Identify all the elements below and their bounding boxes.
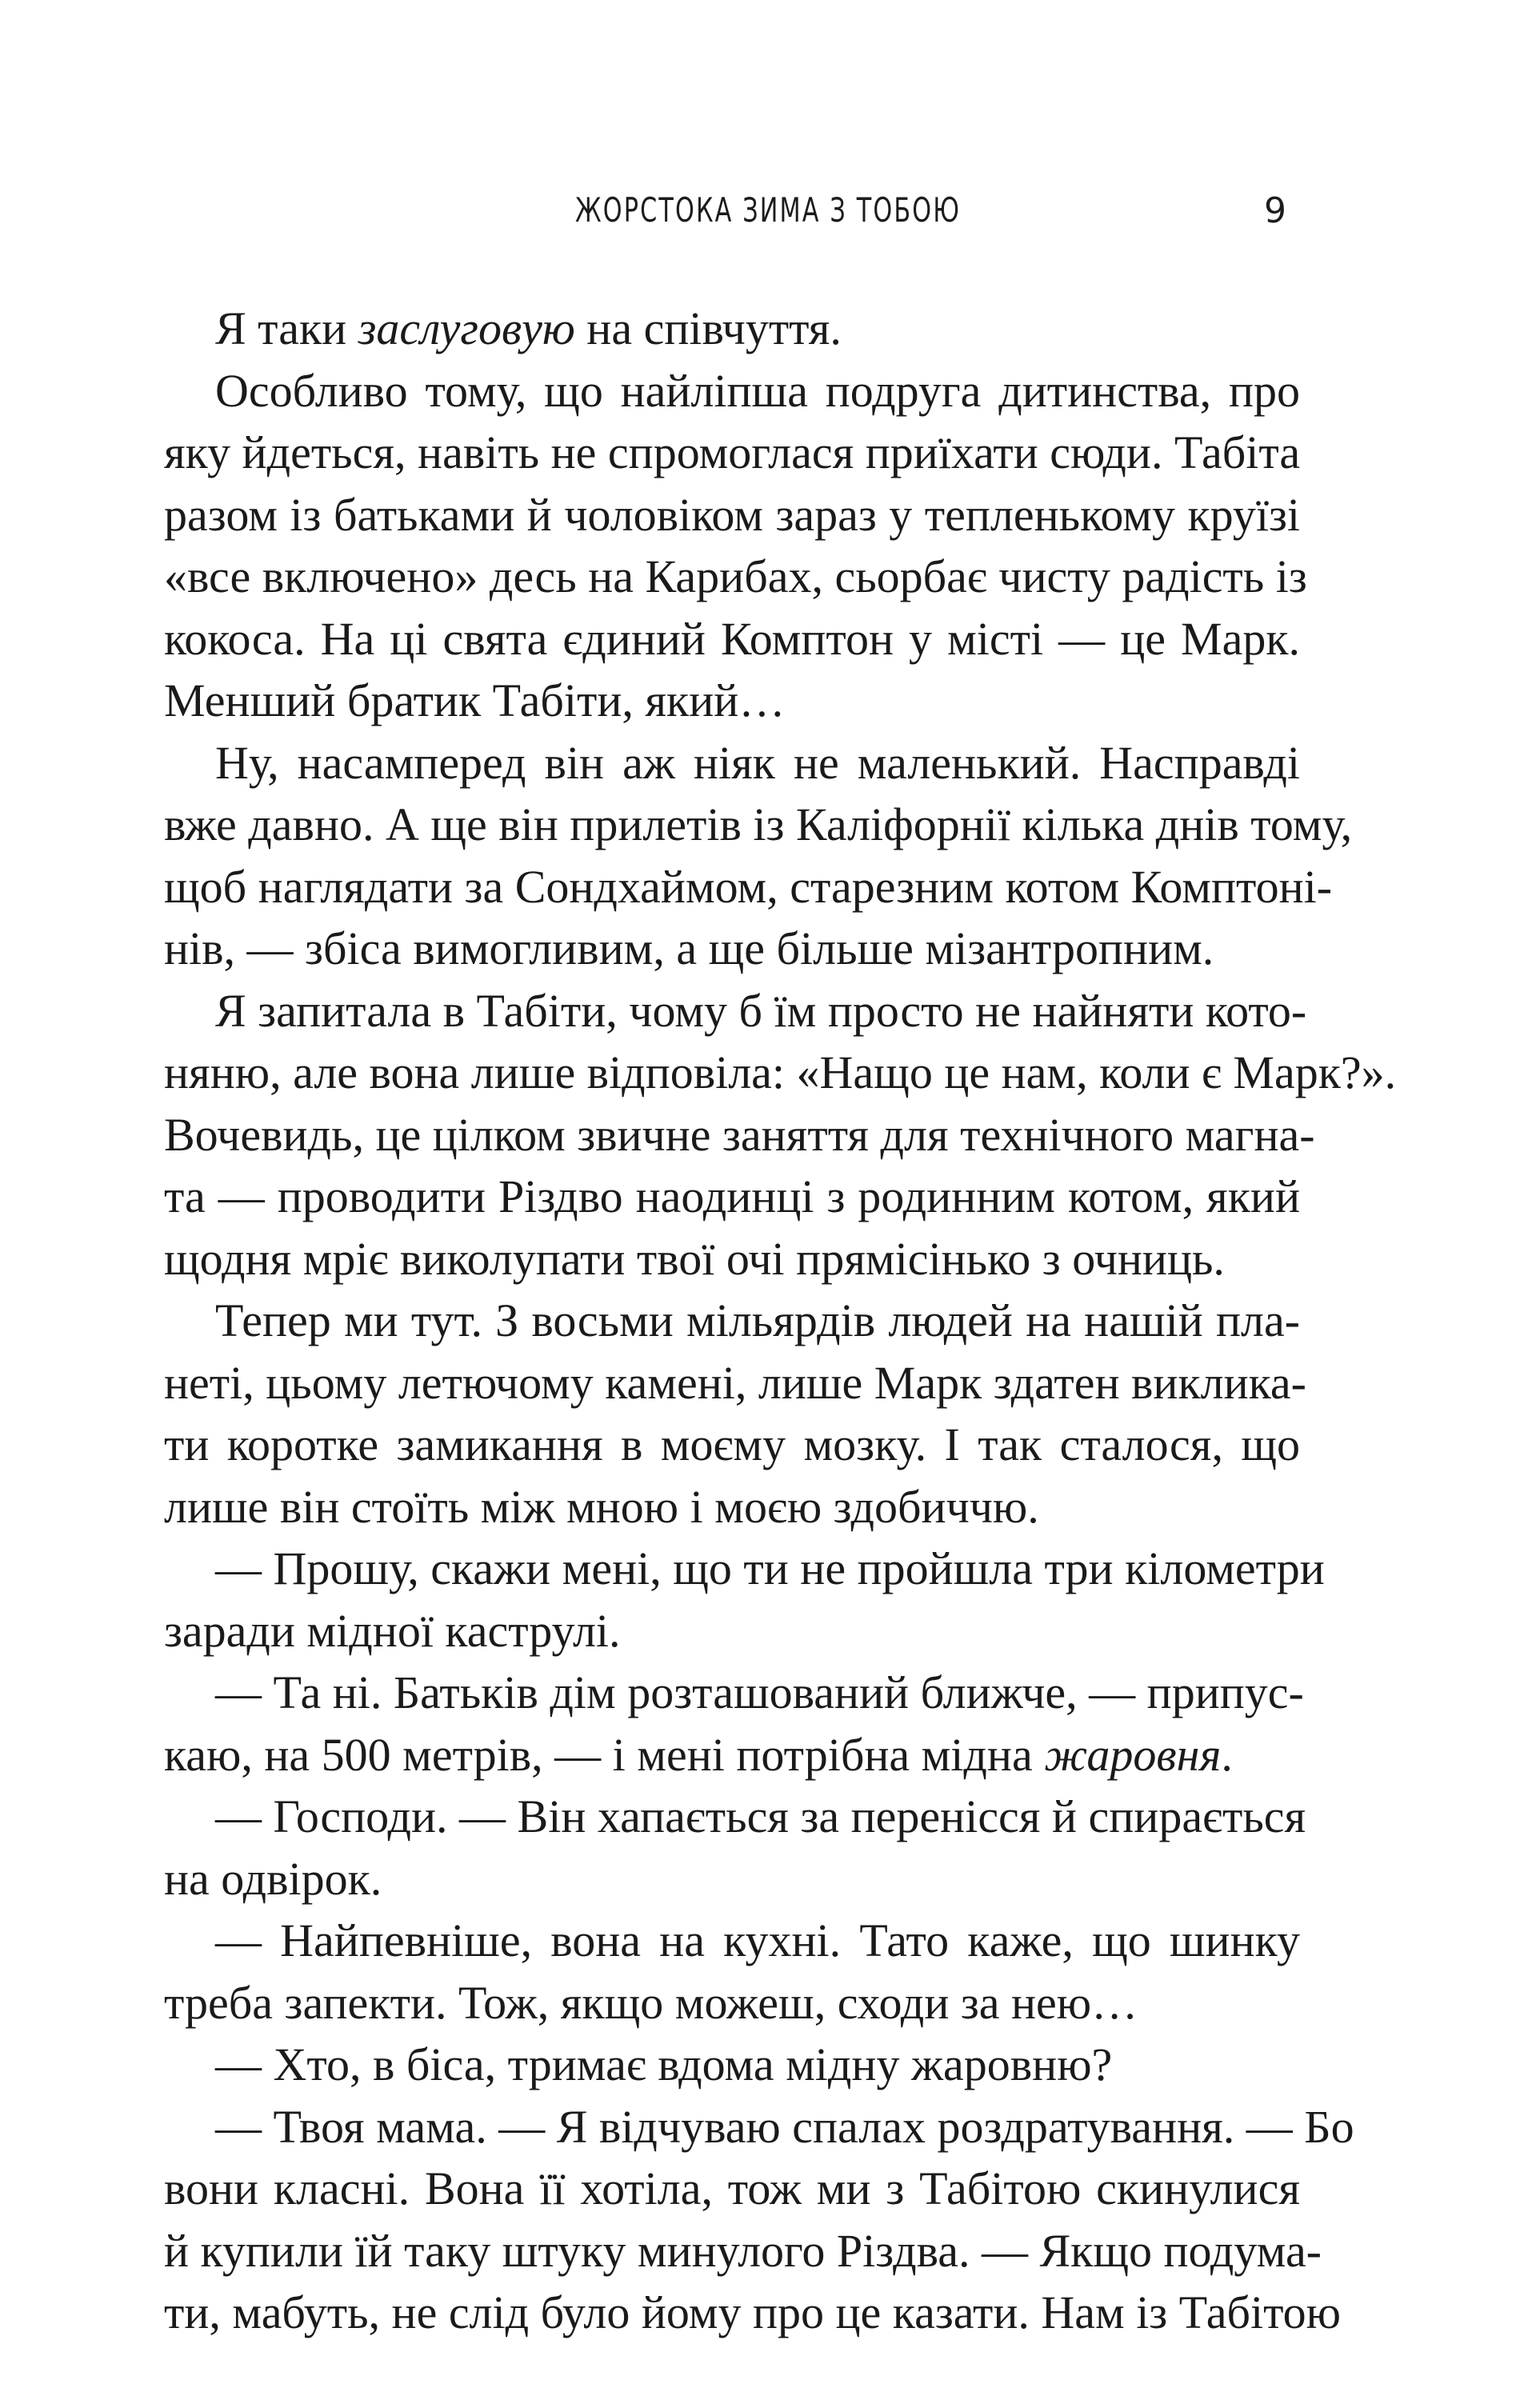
text-line: — Та ні. Батьків дім розташований ближче, — припус-: [215, 1666, 1304, 1718]
text-line: та — проводити Різдво наодинці з родинним котом, який: [164, 1170, 1300, 1222]
italic-run: жаровня: [1044, 1728, 1222, 1781]
text-line: — Хто, в біса, тримає вдома мідну жаровню?: [215, 2038, 1113, 2090]
text-run: на співчуття.: [574, 302, 842, 354]
italic-run: заслуговую: [358, 302, 575, 354]
text-line: «все включено» десь на Карибах, сьорбає чисту радість із: [164, 550, 1307, 602]
text-line: — Найпевніше, вона на кухні. Тато каже, що шинку: [215, 1914, 1300, 1966]
text-line: неті, цьому летючому камені, лише Марк здатен виклика-: [164, 1356, 1306, 1409]
running-title: ЖОРСТОКА ЗИМА З ТОБОЮ: [575, 190, 961, 230]
text-line: щодня мріє виколупати твої очі прямісінько з очниць.: [164, 1232, 1225, 1285]
text-run: каю, на 500 метрів, — і мені потрібна мідна: [164, 1728, 1045, 1781]
text-line: — Прошу, скажи мені, що ти не пройшла три кілометри: [215, 1542, 1325, 1594]
text-line: Ну, насамперед він аж ніяк не маленький. Насправді: [215, 736, 1300, 789]
text-line: Менший братик Табіти, який…: [164, 674, 786, 726]
text-line: Особливо тому, що найліпша подруга дитинства, про: [215, 364, 1300, 417]
text-line: лише він стоїть між мною і моєю здобиччю.: [164, 1480, 1039, 1533]
text-line: [164, 1724, 1300, 1786]
text-line: треба запекти. Тож, якщо можеш, сходи за нею…: [164, 1976, 1138, 2029]
text-line: Вочевидь, це цілком звичне заняття для технічного магна-: [164, 1108, 1315, 1161]
text-line: заради мідної каструлі.: [164, 1604, 621, 1657]
body-text: [164, 298, 1397, 2344]
text-line: — Твоя мама. — Я відчуваю спалах роздратування. — Бо: [215, 2100, 1354, 2153]
text-line: Тепер ми тут. З восьми мільярдів людей на нашій пла-: [215, 1294, 1300, 1346]
text-run: Я таки: [215, 302, 358, 354]
page-number: 9: [1264, 190, 1286, 231]
running-head: [0, 190, 1536, 254]
text-line: няню, але вона лише відповіла: «Нащо це нам, коли є Марк?».: [164, 1046, 1397, 1098]
text-line: кокоса. На ці свята єдиний Комптон у місті — це Марк.: [164, 612, 1300, 665]
text-line: — Господи. — Він хапається за перенісся й спирається: [215, 1790, 1306, 1842]
text-line: ти коротке замикання в моєму мозку. І так сталося, що: [164, 1418, 1300, 1470]
text-line: на одвірок.: [164, 1852, 382, 1905]
text-line: ти, мабуть, не слід було йому про це казати. Нам із Табітою: [164, 2286, 1341, 2338]
text-line: й купили їй таку штуку минулого Різдва. — Якщо подума-: [164, 2224, 1322, 2277]
text-line: вони класні. Вона її хотіла, тож ми з Табітою скинулися: [164, 2162, 1300, 2214]
text-line: яку йдеться, навіть не спромоглася приїхати сюди. Табіта: [164, 426, 1301, 478]
text-run: .: [1221, 1728, 1233, 1781]
text-line: [164, 298, 1300, 360]
text-line: нів, — збіса вимогливим, а ще більше мізантропним.: [164, 922, 1214, 974]
text-line: разом із батьками й чоловіком зараз у тепленькому круїзі: [164, 488, 1300, 541]
text-line: щоб наглядати за Сондхаймом, старезним котом Комптоні-: [164, 860, 1333, 913]
text-line: вже давно. А ще він прилетів із Каліфорнії кілька днів тому,: [164, 798, 1353, 850]
text-line: Я запитала в Табіти, чому б їм просто не найняти кото-: [215, 984, 1307, 1037]
